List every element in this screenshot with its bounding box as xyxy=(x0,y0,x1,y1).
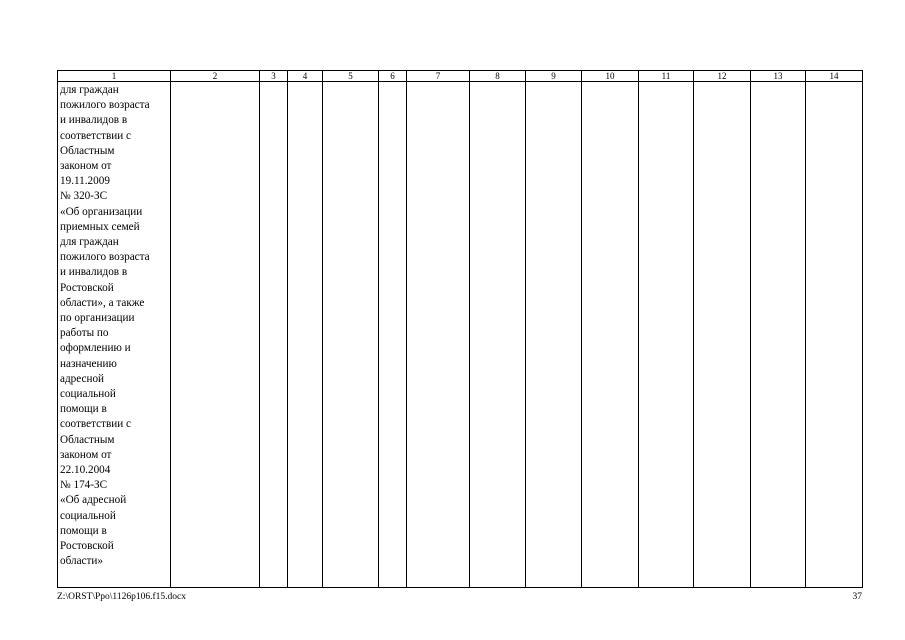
table-cell xyxy=(379,82,407,588)
table-cell xyxy=(288,82,323,588)
table-cell xyxy=(582,82,639,588)
column-number: 13 xyxy=(751,71,806,82)
table-cell xyxy=(171,82,260,588)
table-cell xyxy=(639,82,694,588)
column-number: 12 xyxy=(694,71,751,82)
column-number: 9 xyxy=(526,71,582,82)
column-number: 2 xyxy=(171,71,260,82)
table-cell xyxy=(323,82,379,588)
table-cell xyxy=(694,82,751,588)
column-number: 10 xyxy=(582,71,639,82)
column-number: 6 xyxy=(379,71,407,82)
table-cell xyxy=(407,82,470,588)
description-cell-text: для граждан пожилого возраста и инвалидов в соответствии с Областным законом от 19.11.2009 № 320-ЗС «Об организации приемных семей для граждан пожилого возраста и инвалидов в Ростовской области», а также по организации работы по оформлению и назначению адресной социальной помощи в соответствии с Областным законом от 22.10.2004 № 174-ЗС «Об адресной социальной помощи в Ростовской области» xyxy=(60,84,150,568)
table-row xyxy=(58,82,863,588)
column-number: 3 xyxy=(260,71,288,82)
column-number: 11 xyxy=(639,71,694,82)
table-cell xyxy=(260,82,288,588)
table-cell xyxy=(526,82,582,588)
table-cell xyxy=(470,82,526,588)
column-number: 1 xyxy=(58,71,171,82)
column-number-row xyxy=(58,71,863,82)
page-number: 37 xyxy=(852,592,862,602)
column-number: 14 xyxy=(806,71,863,82)
column-number: 4 xyxy=(288,71,323,82)
budget-table xyxy=(57,70,863,588)
column-number: 8 xyxy=(470,71,526,82)
table-cell xyxy=(806,82,863,588)
table-cell xyxy=(58,82,171,588)
footer-file-path: Z:\ORST\Ppo\1126p106.f15.docx xyxy=(57,592,186,602)
column-number: 7 xyxy=(407,71,470,82)
table-cell xyxy=(751,82,806,588)
column-number: 5 xyxy=(323,71,379,82)
